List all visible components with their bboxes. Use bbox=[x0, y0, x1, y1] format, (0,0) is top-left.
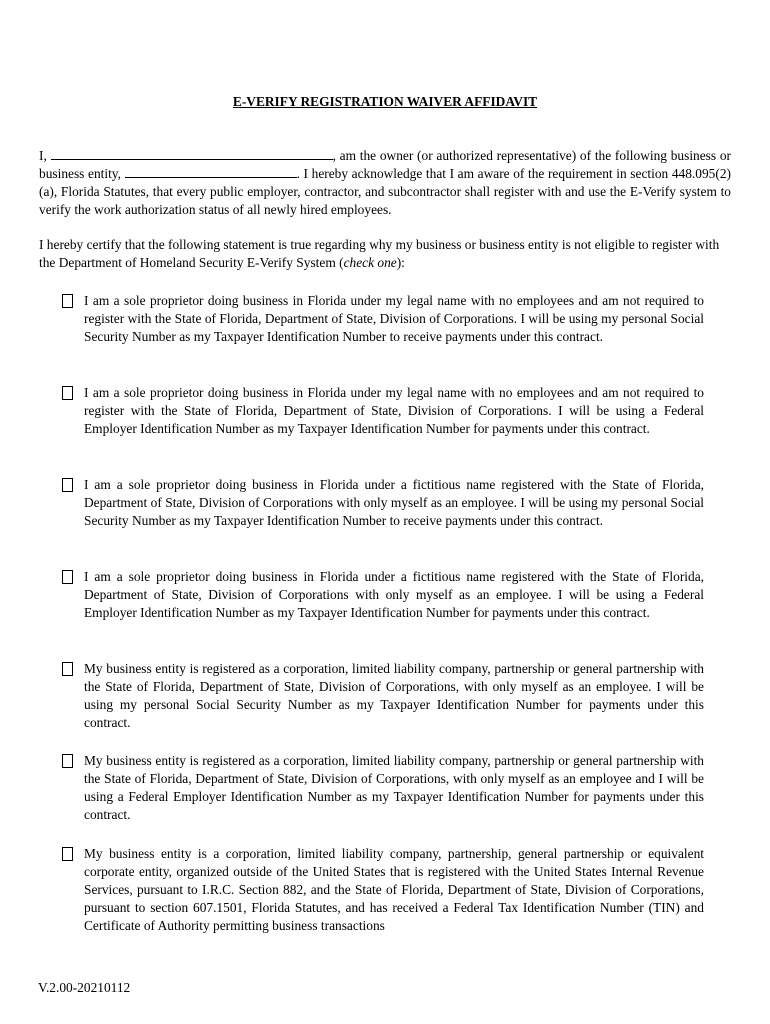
option-5-text: My business entity is registered as a corporation, limited liability company, partnership or general partnership with the State of Florida, Department of State, Division of Corporations, with only myself as an employee. I will be using my personal Social Security Number as my Taxpayer Identification Number for payments under this contract. bbox=[84, 661, 704, 731]
option-2 bbox=[62, 384, 704, 438]
option-7-text: My business entity is a corporation, limited liability company, partnership, general partnership or equivalent corporate entity, organized outside of the United States that is registered with the United States Internal Revenue Services, pursuant to I.R.C. Section 882, and the State of Florida, Department of State, Division of Corporations, pursuant to section 607.1501, Florida Statutes, and has received a Federal Tax Identification Number (TIN) and Certificate of Authority permitting business transactions bbox=[84, 846, 704, 934]
intro-suffix: . I hereby acknowledge that I am aware of the requirement in section 448.095(2)(a), Florida Statutes, that every public employer, contractor, and subcontractor shall register with and use the E-Verify system to verify the work authorization status of all newly hired employees. bbox=[39, 166, 731, 218]
option-1 bbox=[62, 292, 704, 346]
certify-end: ): bbox=[396, 255, 405, 271]
option-1-checkbox[interactable] bbox=[62, 294, 73, 308]
option-5 bbox=[62, 660, 704, 732]
certify-italic: check one bbox=[343, 255, 397, 271]
document-title: E-VERIFY REGISTRATION WAIVER AFFIDAVIT bbox=[232, 94, 538, 109]
option-3 bbox=[62, 476, 704, 530]
option-4 bbox=[62, 568, 704, 622]
option-4-checkbox[interactable] bbox=[62, 570, 73, 584]
owner-name-field[interactable] bbox=[51, 147, 333, 160]
option-7 bbox=[62, 845, 704, 935]
intro-mid: , am the owner (or authorized representative) of the following business or business entity, bbox=[39, 148, 731, 182]
option-5-checkbox[interactable] bbox=[62, 662, 73, 676]
certify-paragraph bbox=[39, 236, 731, 272]
option-6-checkbox[interactable] bbox=[62, 754, 73, 768]
option-6 bbox=[62, 752, 704, 824]
business-entity-field[interactable] bbox=[125, 165, 297, 178]
option-3-text: I am a sole proprietor doing business in Florida under a fictitious name registered with the State of Florida, Department of State, Division of Corporations with only myself as an employee. I will be using my personal Social Security Number as my Taxpayer Identification Number to receive payments under this contract. bbox=[84, 477, 704, 529]
option-7-checkbox[interactable] bbox=[62, 847, 73, 861]
version-footer: V.2.00-20210112 bbox=[38, 980, 131, 995]
option-4-text: I am a sole proprietor doing business in Florida under a fictitious name registered with the State of Florida, Department of State, Division of Corporations with only myself as an employee. I will be using a Federal Employer Identification Number as my Taxpayer Identification Number for payments under this contract. bbox=[84, 569, 704, 621]
intro-paragraph bbox=[39, 147, 731, 219]
option-2-checkbox[interactable] bbox=[62, 386, 73, 400]
option-1-text: I am a sole proprietor doing business in Florida under my legal name with no employees and am not required to register with the State of Florida, Department of State, Division of Corporations. I will be using my personal Social Security Number as my Taxpayer Identification Number to receive payments under this contract. bbox=[84, 293, 704, 345]
certify-text: I hereby certify that the following statement is true regarding why my business or business entity is not eligible to register with the Department of Homeland Security E-Verify System ( bbox=[39, 237, 720, 271]
option-3-checkbox[interactable] bbox=[62, 478, 73, 492]
intro-prefix: I, bbox=[39, 148, 47, 163]
option-6-text: My business entity is registered as a corporation, limited liability company, partnership or general partnership with the State of Florida, Department of State, Division of Corporations, with only myself as an employee and I will be using a Federal Employer Identification Number as my Taxpayer Identification Number for payments under this contract. bbox=[84, 753, 704, 823]
option-2-text: I am a sole proprietor doing business in Florida under my legal name with no employees and am not required to register with the State of Florida, Department of State, Division of Corporations. I will be using a Federal Employer Identification Number as my Taxpayer Identification Number for payments under this contract. bbox=[84, 385, 704, 437]
